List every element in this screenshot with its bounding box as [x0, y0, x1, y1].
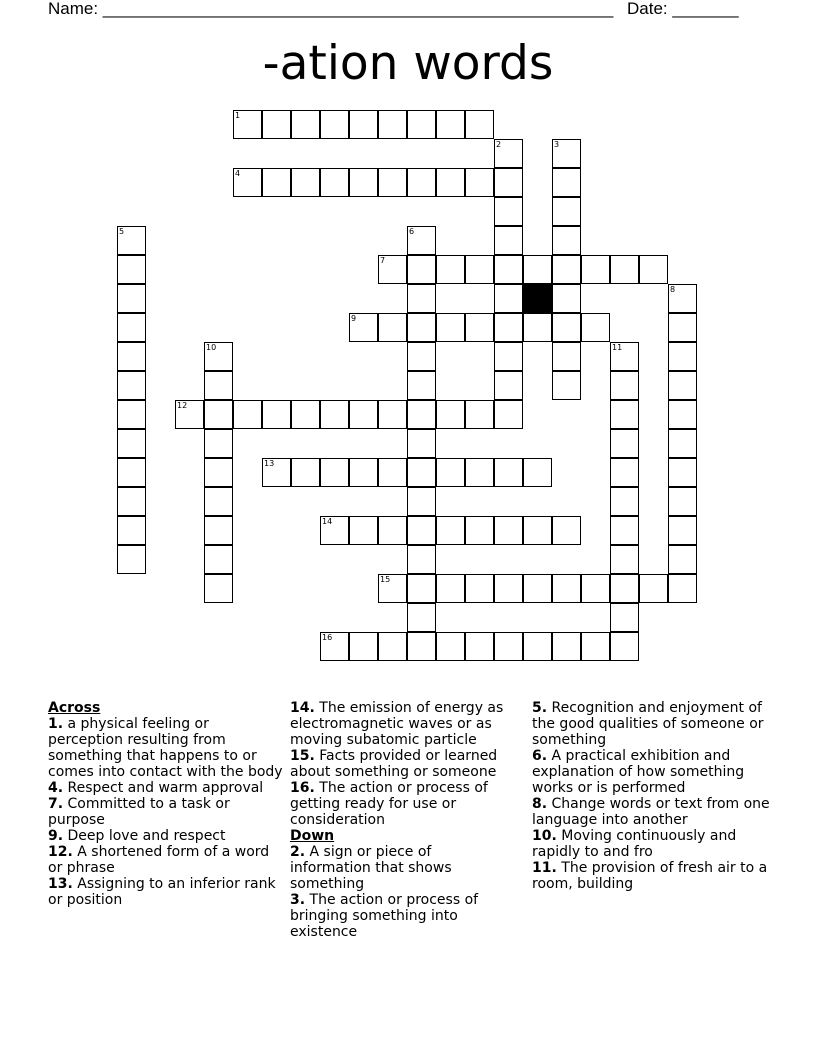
crossword-cell[interactable]: [378, 632, 407, 661]
crossword-cell[interactable]: [407, 400, 436, 429]
clue-across-16: [290, 780, 516, 828]
crossword-cell[interactable]: [494, 458, 523, 487]
crossword-cell[interactable]: [204, 545, 233, 574]
crossword-cell[interactable]: [349, 458, 378, 487]
clues-column-3: [532, 700, 772, 892]
crossword-cell[interactable]: [465, 255, 494, 284]
crossword-cell[interactable]: [552, 371, 581, 400]
crossword-cell[interactable]: [523, 516, 552, 545]
crossword-cell[interactable]: [552, 284, 581, 313]
crossword-cell[interactable]: [407, 168, 436, 197]
clue-across-13: [48, 876, 284, 908]
crossword-cell[interactable]: [204, 400, 233, 429]
crossword-cell[interactable]: [610, 574, 639, 603]
crossword-cell[interactable]: [552, 574, 581, 603]
clue-number: 14.: [290, 700, 315, 716]
clue-number-label: 10: [206, 343, 217, 352]
crossword-cell[interactable]: [581, 255, 610, 284]
crossword-cell[interactable]: [610, 487, 639, 516]
clue-down-10: [532, 828, 772, 860]
crossword-cell[interactable]: [639, 574, 668, 603]
crossword-cell[interactable]: [465, 313, 494, 342]
crossword-block-cell: [523, 284, 552, 313]
crossword-cell[interactable]: [465, 400, 494, 429]
crossword-cell[interactable]: [204, 458, 233, 487]
clue-text: A sign or piece of information that shows something: [290, 844, 452, 892]
crossword-cell[interactable]: [523, 574, 552, 603]
down-heading: Down: [290, 828, 335, 844]
clue-number: 3.: [290, 892, 306, 908]
crossword-cell[interactable]: [378, 400, 407, 429]
clue-text: A shortened form of a word or phrase: [48, 844, 270, 876]
crossword-cell[interactable]: [378, 168, 407, 197]
crossword-cell[interactable]: [262, 400, 291, 429]
clue-number-label: 12: [177, 401, 188, 410]
crossword-cell[interactable]: [291, 458, 320, 487]
crossword-cell[interactable]: [581, 632, 610, 661]
crossword-cell[interactable]: [436, 574, 465, 603]
crossword-cell[interactable]: [610, 545, 639, 574]
crossword-cell[interactable]: [465, 516, 494, 545]
crossword-cell[interactable]: [610, 429, 639, 458]
clue-across-7: [48, 796, 284, 828]
crossword-cell[interactable]: [204, 371, 233, 400]
crossword-cell[interactable]: [407, 342, 436, 371]
clue-down-11: [532, 860, 772, 892]
clue-across-12: [48, 844, 284, 876]
date-field-label: Date: _______: [627, 0, 739, 18]
crossword-cell[interactable]: [320, 400, 349, 429]
crossword-cell[interactable]: [465, 632, 494, 661]
crossword-cell[interactable]: [581, 574, 610, 603]
name-field-label: Name: ______________________________________________________: [48, 0, 614, 18]
crossword-cell[interactable]: [320, 168, 349, 197]
clue-number: 9.: [48, 828, 64, 844]
crossword-cell[interactable]: [117, 458, 146, 487]
clue-text: Committed to a task or purpose: [48, 796, 230, 828]
clue-down-2: [290, 844, 516, 892]
crossword-cell[interactable]: [436, 255, 465, 284]
crossword-cell[interactable]: [378, 516, 407, 545]
crossword-cell[interactable]: [436, 632, 465, 661]
crossword-cell[interactable]: [407, 574, 436, 603]
crossword-cell[interactable]: [117, 371, 146, 400]
clue-number-label: 13: [264, 459, 275, 468]
crossword-cell[interactable]: [204, 574, 233, 603]
clue-number: 8.: [532, 796, 548, 812]
crossword-cell[interactable]: [407, 255, 436, 284]
crossword-cell[interactable]: [407, 632, 436, 661]
clue-text: Moving continuously and rapidly to and fro: [532, 828, 737, 860]
crossword-cell[interactable]: [552, 516, 581, 545]
clue-number: 12.: [48, 844, 73, 860]
crossword-cell[interactable]: [378, 110, 407, 139]
crossword-cell[interactable]: [378, 313, 407, 342]
crossword-cell[interactable]: [668, 574, 697, 603]
crossword-cell[interactable]: [320, 110, 349, 139]
crossword-cell[interactable]: [407, 458, 436, 487]
crossword-cell[interactable]: [610, 632, 639, 661]
clue-across-1: [48, 716, 284, 780]
clue-text: The emission of energy as electromagnetic waves or as moving subatomic particle: [290, 700, 504, 748]
crossword-cell[interactable]: [610, 458, 639, 487]
crossword-cell[interactable]: [291, 400, 320, 429]
clue-down-8: [532, 796, 772, 828]
clue-text: Deep love and respect: [63, 828, 226, 844]
clue-across-9: [48, 828, 284, 844]
crossword-cell[interactable]: [117, 516, 146, 545]
clue-down-3: [290, 892, 516, 940]
header: [48, 0, 768, 20]
clue-down-6: [532, 748, 772, 796]
crossword-cell[interactable]: [233, 400, 262, 429]
crossword-cell[interactable]: [523, 255, 552, 284]
crossword-cell[interactable]: [523, 632, 552, 661]
crossword-cell[interactable]: [117, 545, 146, 574]
clue-text: The provision of fresh air to a room, building: [532, 860, 768, 892]
crossword-cell[interactable]: [668, 487, 697, 516]
crossword-cell[interactable]: [494, 313, 523, 342]
crossword-cell[interactable]: [581, 313, 610, 342]
crossword-cell[interactable]: [320, 458, 349, 487]
crossword-cell[interactable]: [117, 429, 146, 458]
clue-across-4: [48, 780, 284, 796]
clue-text: The action or process of bringing something into existence: [290, 892, 479, 940]
crossword-cell[interactable]: [465, 458, 494, 487]
crossword-cell[interactable]: [494, 574, 523, 603]
crossword-cell[interactable]: [436, 313, 465, 342]
clue-across-14: [290, 700, 516, 748]
clue-number: 6.: [532, 748, 548, 764]
crossword-cell[interactable]: [407, 313, 436, 342]
crossword-cell[interactable]: [262, 168, 291, 197]
crossword-cell[interactable]: [668, 516, 697, 545]
clue-number: 16.: [290, 780, 315, 796]
clue-text: Facts provided or learned about something or someone: [290, 748, 498, 780]
crossword-cell[interactable]: [349, 632, 378, 661]
crossword-cell[interactable]: [552, 342, 581, 371]
crossword-cell[interactable]: [465, 110, 494, 139]
crossword-cell[interactable]: [668, 458, 697, 487]
crossword-cell[interactable]: [117, 255, 146, 284]
clue-number-label: 11: [612, 343, 623, 352]
crossword-cell[interactable]: [494, 284, 523, 313]
crossword-cell[interactable]: [291, 110, 320, 139]
clue-number-label: 6: [409, 227, 415, 236]
clue-number: 11.: [532, 860, 557, 876]
crossword-cell[interactable]: [117, 284, 146, 313]
crossword-cell[interactable]: [117, 313, 146, 342]
clue-number-label: 2: [496, 140, 502, 149]
clue-number-label: 1: [235, 111, 241, 120]
crossword-cell[interactable]: [407, 603, 436, 632]
crossword-cell[interactable]: [204, 429, 233, 458]
clue-text: Assigning to an inferior rank or position: [48, 876, 276, 908]
crossword-cell[interactable]: [204, 487, 233, 516]
crossword-cell[interactable]: [668, 313, 697, 342]
crossword-cell[interactable]: [407, 487, 436, 516]
crossword-cell[interactable]: [378, 458, 407, 487]
crossword-cell[interactable]: [494, 516, 523, 545]
page-title: -ation words: [262, 36, 554, 91]
clue-number: 15.: [290, 748, 315, 764]
crossword-cell[interactable]: [494, 197, 523, 226]
crossword-cell[interactable]: [494, 632, 523, 661]
crossword-cell[interactable]: [610, 603, 639, 632]
clue-down-5: [532, 700, 772, 748]
crossword-cell[interactable]: [552, 313, 581, 342]
clue-number-label: 15: [380, 575, 391, 584]
crossword-cell[interactable]: [668, 545, 697, 574]
crossword-cell[interactable]: [407, 429, 436, 458]
crossword-cell[interactable]: [494, 400, 523, 429]
crossword-cell[interactable]: [349, 168, 378, 197]
crossword-cell[interactable]: [407, 110, 436, 139]
clue-text: Change words or text from one language into another: [532, 796, 770, 828]
clue-number: 13.: [48, 876, 73, 892]
crossword-cell[interactable]: [407, 371, 436, 400]
clue-number: 7.: [48, 796, 64, 812]
crossword-cell[interactable]: [349, 110, 378, 139]
crossword-cell[interactable]: [552, 632, 581, 661]
clue-number-label: 4: [235, 169, 241, 178]
crossword-cell[interactable]: [494, 226, 523, 255]
clue-text: The action or process of getting ready for use or consideration: [290, 780, 488, 828]
crossword-cell[interactable]: [117, 342, 146, 371]
clue-number-label: 9: [351, 314, 357, 323]
clue-number: 5.: [532, 700, 548, 716]
clue-number: 2.: [290, 844, 306, 860]
crossword-cell[interactable]: [117, 400, 146, 429]
crossword-cell[interactable]: [407, 545, 436, 574]
clue-number-label: 14: [322, 517, 333, 526]
clue-number: 1.: [48, 716, 64, 732]
clue-number-label: 3: [554, 140, 560, 149]
crossword-cell[interactable]: [494, 255, 523, 284]
crossword-cell[interactable]: [668, 342, 697, 371]
crossword-cell[interactable]: [436, 400, 465, 429]
crossword-cell[interactable]: [436, 168, 465, 197]
clue-text: A practical exhibition and explanation of how something works or is performed: [532, 748, 745, 796]
crossword-cell[interactable]: [407, 284, 436, 313]
crossword-cell[interactable]: [610, 371, 639, 400]
clue-number: 10.: [532, 828, 557, 844]
crossword-cell[interactable]: [552, 255, 581, 284]
crossword-cell[interactable]: [668, 429, 697, 458]
crossword-cell[interactable]: [349, 516, 378, 545]
crossword-cell[interactable]: [349, 400, 378, 429]
crossword-cell[interactable]: [291, 168, 320, 197]
clue-number-label: 7: [380, 256, 386, 265]
crossword-cell[interactable]: [552, 226, 581, 255]
crossword-cell[interactable]: [552, 197, 581, 226]
clue-number-label: 5: [119, 227, 125, 236]
crossword-cell[interactable]: [610, 400, 639, 429]
crossword-cell[interactable]: [523, 458, 552, 487]
crossword-cell[interactable]: [668, 371, 697, 400]
crossword-cell[interactable]: [204, 516, 233, 545]
crossword-cell[interactable]: [436, 458, 465, 487]
crossword-cell[interactable]: [639, 255, 668, 284]
crossword-cell[interactable]: [436, 110, 465, 139]
crossword-cell[interactable]: [494, 168, 523, 197]
crossword-cell[interactable]: [668, 400, 697, 429]
crossword-cell[interactable]: [610, 516, 639, 545]
crossword-cell[interactable]: [523, 313, 552, 342]
crossword-cell[interactable]: [262, 110, 291, 139]
crossword-cell[interactable]: [117, 487, 146, 516]
clue-number-label: 16: [322, 633, 333, 642]
clue-text: a physical feeling or perception resulting from something that happens to or comes into contact with the body: [48, 716, 283, 780]
clue-number-label: 8: [670, 285, 676, 294]
crossword-cell[interactable]: [436, 516, 465, 545]
crossword-cell[interactable]: [407, 516, 436, 545]
crossword-cell[interactable]: [494, 371, 523, 400]
crossword-cell[interactable]: [494, 342, 523, 371]
clue-text: Recognition and enjoyment of the good qualities of someone or something: [532, 700, 764, 748]
clue-across-15: [290, 748, 516, 780]
across-heading: Across: [48, 700, 101, 716]
clues-column-2: [290, 700, 516, 940]
crossword-cell[interactable]: [465, 574, 494, 603]
clue-text: Respect and warm approval: [63, 780, 264, 796]
crossword-cell[interactable]: [610, 255, 639, 284]
crossword-cell[interactable]: [552, 168, 581, 197]
clue-number: 4.: [48, 780, 64, 796]
clues-column-1: [48, 700, 284, 908]
crossword-cell[interactable]: [465, 168, 494, 197]
